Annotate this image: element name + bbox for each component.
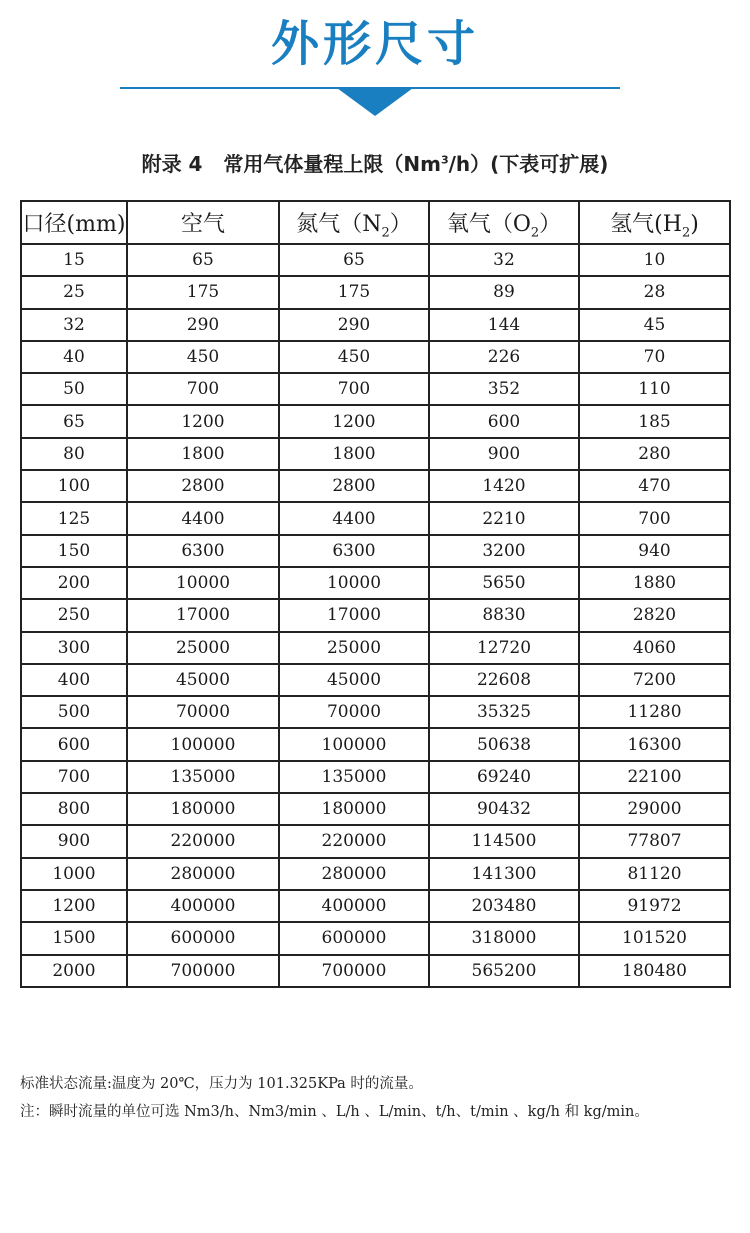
- cell-nitrogen: 175: [279, 276, 429, 308]
- cell-air: 2800: [127, 470, 279, 502]
- table-row: [21, 632, 730, 664]
- cell-oxygen: 3200: [429, 535, 579, 567]
- cell-nitrogen: 280000: [279, 858, 429, 890]
- table-row: [21, 890, 730, 922]
- cell-nitrogen: 17000: [279, 599, 429, 631]
- cell-diameter: 500: [21, 696, 127, 728]
- cell-hydrogen: 280: [579, 438, 730, 470]
- caption-suffix: /h）(下表可扩展): [448, 152, 609, 176]
- table-row: [21, 793, 730, 825]
- table-row: [21, 567, 730, 599]
- table-row: [21, 341, 730, 373]
- cell-air: 220000: [127, 825, 279, 857]
- table-body: [21, 244, 730, 987]
- cell-air: 10000: [127, 567, 279, 599]
- header-text: 氢气(H: [610, 212, 682, 237]
- cell-diameter: 400: [21, 664, 127, 696]
- cell-nitrogen: 180000: [279, 793, 429, 825]
- cell-air: 450: [127, 341, 279, 373]
- cell-oxygen: 90432: [429, 793, 579, 825]
- cell-oxygen: 114500: [429, 825, 579, 857]
- cell-hydrogen: 4060: [579, 632, 730, 664]
- table-row: [21, 502, 730, 534]
- header-text-after: ): [690, 212, 699, 237]
- cell-air: 700000: [127, 955, 279, 987]
- page-header: [0, 0, 750, 120]
- cell-hydrogen: 2820: [579, 599, 730, 631]
- cell-nitrogen: 6300: [279, 535, 429, 567]
- cell-diameter: 1000: [21, 858, 127, 890]
- cell-nitrogen: 1800: [279, 438, 429, 470]
- cell-diameter: 700: [21, 761, 127, 793]
- cell-hydrogen: 45: [579, 309, 730, 341]
- cell-hydrogen: 10: [579, 244, 730, 276]
- header-text: 空气: [180, 212, 225, 237]
- cell-oxygen: 69240: [429, 761, 579, 793]
- cell-air: 17000: [127, 599, 279, 631]
- cell-diameter: 250: [21, 599, 127, 631]
- cell-hydrogen: 77807: [579, 825, 730, 857]
- cell-hydrogen: 1880: [579, 567, 730, 599]
- table-row: [21, 825, 730, 857]
- cell-hydrogen: 91972: [579, 890, 730, 922]
- cell-diameter: 1500: [21, 922, 127, 954]
- note-units: 注：瞬时流量的单位可选 Nm3/h、Nm3/min 、L/h 、L/min、t/h、t/min 、kg/h 和 kg/min。: [20, 1104, 649, 1120]
- cell-oxygen: 89: [429, 276, 579, 308]
- header-text: 氧气（O: [446, 212, 531, 237]
- cell-air: 100000: [127, 728, 279, 760]
- cell-nitrogen: 2800: [279, 470, 429, 502]
- table-row: [21, 405, 730, 437]
- cell-hydrogen: 28: [579, 276, 730, 308]
- cell-oxygen: 144: [429, 309, 579, 341]
- cell-nitrogen: 220000: [279, 825, 429, 857]
- cell-diameter: 2000: [21, 955, 127, 987]
- cell-oxygen: 318000: [429, 922, 579, 954]
- header-subscript: 2: [530, 225, 540, 241]
- cell-oxygen: 203480: [429, 890, 579, 922]
- cell-diameter: 1200: [21, 890, 127, 922]
- gas-range-table: [20, 200, 731, 988]
- cell-hydrogen: 180480: [579, 955, 730, 987]
- cell-hydrogen: 70: [579, 341, 730, 373]
- cell-air: 1200: [127, 405, 279, 437]
- cell-oxygen: 5650: [429, 567, 579, 599]
- header-text: 口径(mm): [22, 212, 126, 237]
- table-row: [21, 922, 730, 954]
- cell-nitrogen: 65: [279, 244, 429, 276]
- cell-air: 4400: [127, 502, 279, 534]
- cell-diameter: 200: [21, 567, 127, 599]
- table-row: [21, 761, 730, 793]
- cell-nitrogen: 100000: [279, 728, 429, 760]
- header-subscript: 2: [681, 225, 691, 241]
- cell-air: 175: [127, 276, 279, 308]
- cell-oxygen: 141300: [429, 858, 579, 890]
- header-oxygen: [429, 201, 579, 244]
- cell-nitrogen: 1200: [279, 405, 429, 437]
- table-row: [21, 244, 730, 276]
- header-text-after: ）: [389, 212, 412, 237]
- cell-oxygen: 35325: [429, 696, 579, 728]
- caption-prefix: 附录 4 常用气体量程上限（Nm: [141, 152, 441, 176]
- cell-oxygen: 600: [429, 405, 579, 437]
- cell-nitrogen: 450: [279, 341, 429, 373]
- cell-air: 135000: [127, 761, 279, 793]
- table-row: [21, 438, 730, 470]
- cell-diameter: 100: [21, 470, 127, 502]
- page-title: 外形尺寸: [270, 16, 479, 72]
- cell-diameter: 900: [21, 825, 127, 857]
- table-row: [21, 728, 730, 760]
- cell-air: 290: [127, 309, 279, 341]
- cell-diameter: 32: [21, 309, 127, 341]
- cell-nitrogen: 400000: [279, 890, 429, 922]
- cell-oxygen: 1420: [429, 470, 579, 502]
- cell-air: 1800: [127, 438, 279, 470]
- down-arrow-icon: [337, 88, 413, 116]
- cell-hydrogen: 110: [579, 373, 730, 405]
- header-subscript: 2: [381, 225, 390, 241]
- header-text: 氮气（N: [296, 212, 382, 237]
- cell-air: 45000: [127, 664, 279, 696]
- cell-nitrogen: 600000: [279, 922, 429, 954]
- cell-air: 600000: [127, 922, 279, 954]
- cell-hydrogen: 940: [579, 535, 730, 567]
- table-row: [21, 696, 730, 728]
- cell-diameter: 50: [21, 373, 127, 405]
- header-hydrogen: [579, 201, 730, 244]
- cell-air: 6300: [127, 535, 279, 567]
- cell-hydrogen: 22100: [579, 761, 730, 793]
- cell-diameter: 800: [21, 793, 127, 825]
- note-standard-condition: 标准状态流量:温度为 20℃，压力为 101.325KPa 时的流量。: [20, 1076, 423, 1092]
- cell-air: 280000: [127, 858, 279, 890]
- notes-section: [20, 1070, 730, 1126]
- cell-hydrogen: 29000: [579, 793, 730, 825]
- cell-hydrogen: 7200: [579, 664, 730, 696]
- cell-oxygen: 565200: [429, 955, 579, 987]
- cell-diameter: 65: [21, 405, 127, 437]
- cell-diameter: 125: [21, 502, 127, 534]
- cell-nitrogen: 290: [279, 309, 429, 341]
- cell-nitrogen: 700000: [279, 955, 429, 987]
- table-row: [21, 276, 730, 308]
- cell-oxygen: 22608: [429, 664, 579, 696]
- cell-diameter: 80: [21, 438, 127, 470]
- table-caption: [0, 148, 750, 180]
- table-row: [21, 858, 730, 890]
- cell-air: 25000: [127, 632, 279, 664]
- cell-air: 65: [127, 244, 279, 276]
- header-text-after: ）: [539, 212, 562, 237]
- table-row: [21, 470, 730, 502]
- cell-nitrogen: 70000: [279, 696, 429, 728]
- cell-hydrogen: 700: [579, 502, 730, 534]
- cell-nitrogen: 700: [279, 373, 429, 405]
- cell-hydrogen: 185: [579, 405, 730, 437]
- table-row: [21, 373, 730, 405]
- cell-diameter: 600: [21, 728, 127, 760]
- table-row: [21, 599, 730, 631]
- cell-diameter: 40: [21, 341, 127, 373]
- cell-nitrogen: 25000: [279, 632, 429, 664]
- cell-air: 700: [127, 373, 279, 405]
- caption-unit-superscript: 3: [440, 153, 449, 167]
- header-diameter: [21, 201, 127, 244]
- cell-hydrogen: 470: [579, 470, 730, 502]
- cell-oxygen: 2210: [429, 502, 579, 534]
- cell-oxygen: 8830: [429, 599, 579, 631]
- cell-nitrogen: 4400: [279, 502, 429, 534]
- cell-nitrogen: 45000: [279, 664, 429, 696]
- cell-oxygen: 900: [429, 438, 579, 470]
- cell-oxygen: 50638: [429, 728, 579, 760]
- table-row: [21, 535, 730, 567]
- table-header-row: [21, 201, 730, 244]
- cell-oxygen: 352: [429, 373, 579, 405]
- header-air: [127, 201, 279, 244]
- cell-nitrogen: 10000: [279, 567, 429, 599]
- cell-air: 400000: [127, 890, 279, 922]
- cell-hydrogen: 11280: [579, 696, 730, 728]
- cell-oxygen: 32: [429, 244, 579, 276]
- table-row: [21, 955, 730, 987]
- cell-diameter: 150: [21, 535, 127, 567]
- header-nitrogen: [279, 201, 429, 244]
- cell-hydrogen: 101520: [579, 922, 730, 954]
- cell-nitrogen: 135000: [279, 761, 429, 793]
- cell-diameter: 15: [21, 244, 127, 276]
- cell-diameter: 300: [21, 632, 127, 664]
- cell-hydrogen: 81120: [579, 858, 730, 890]
- table-row: [21, 664, 730, 696]
- cell-hydrogen: 16300: [579, 728, 730, 760]
- cell-oxygen: 226: [429, 341, 579, 373]
- cell-air: 180000: [127, 793, 279, 825]
- cell-air: 70000: [127, 696, 279, 728]
- cell-oxygen: 12720: [429, 632, 579, 664]
- table-row: [21, 309, 730, 341]
- cell-diameter: 25: [21, 276, 127, 308]
